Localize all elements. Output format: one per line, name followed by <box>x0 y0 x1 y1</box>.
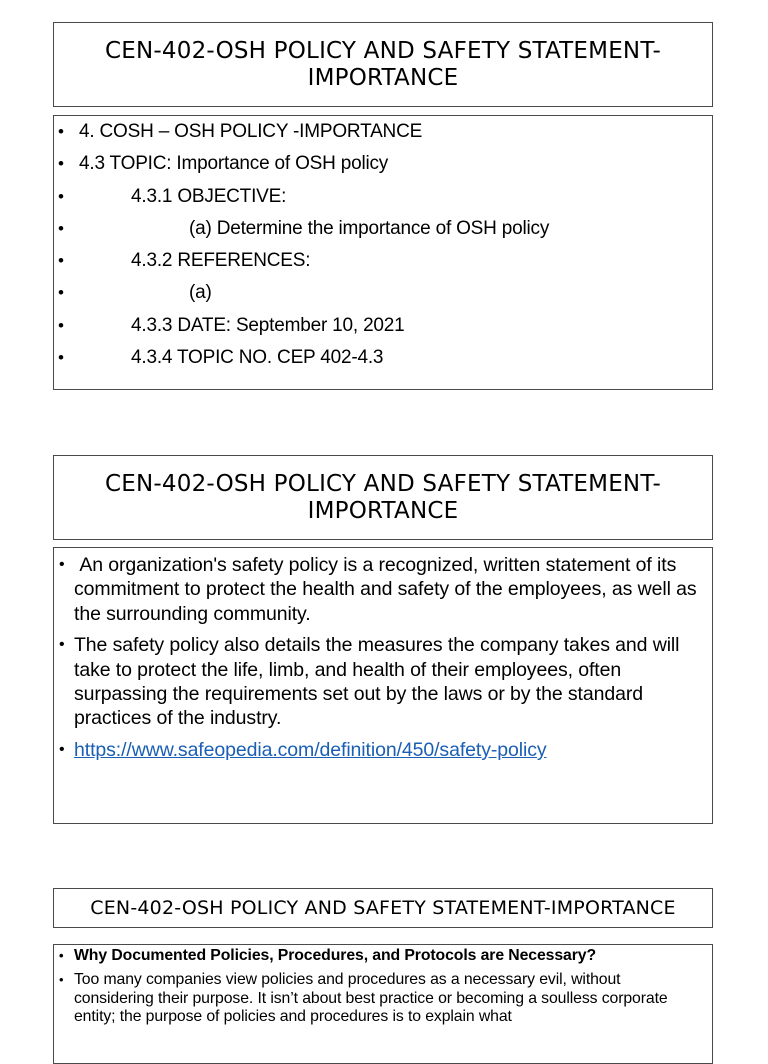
safety-policy-link[interactable]: https://www.safeopedia.com/definition/450/safety-policy <box>74 739 547 762</box>
list-item: • The safety policy also details the measures the company takes and will take to protect the life, limb, and health of their employees, often surpassing the requirements set out by the laws or by the standard practices of the industry. <box>59 634 680 730</box>
slide-3-title <box>53 888 713 928</box>
slide-2-title-text: CEN-402-OSH POLICY AND SAFETY STATEMENT- IMPORTANCE <box>105 470 661 524</box>
slide-3-title-text: CEN-402-OSH POLICY AND SAFETY STATEMENT-IMPORTANCE <box>90 897 676 919</box>
bullet-icon: • <box>59 972 64 988</box>
list-item: • 4.3.2 REFERENCES: <box>58 250 311 272</box>
list-item: • 4.3.1 OBJECTIVE: <box>58 185 287 207</box>
slide-1-title <box>53 22 713 107</box>
slide-1-body <box>53 115 713 390</box>
slide-2-title <box>53 455 713 540</box>
list-item: • (a) <box>58 282 212 304</box>
bullet-icon: • <box>58 251 64 271</box>
slide-3-body <box>53 944 713 1064</box>
bullet-icon: • <box>58 218 64 238</box>
bullet-icon: • <box>58 348 64 368</box>
bullet-icon: • <box>59 948 64 963</box>
bullet-icon: • <box>58 154 64 174</box>
bullet-icon: • <box>58 283 64 303</box>
slide-1-bullet-list <box>54 120 712 378</box>
list-item: • An organization's safety policy is a recognized, written statement of its commitment to protect the health and safety of the employees, as well as the surrounding community. <box>59 554 702 625</box>
bullet-icon: • <box>59 741 65 759</box>
bullet-icon: • <box>58 186 64 206</box>
slide-3-bullet-list <box>59 947 700 1026</box>
bullet-icon: • <box>59 636 65 654</box>
list-item: • 4.3 TOPIC: Importance of OSH policy <box>58 153 389 175</box>
list-item: • Too many companies view policies and procedures as a necessary evil, without considering their purpose. It isn’t about best practice or becoming a soulless corporate entity; the purpose of policies and procedures is to explain what <box>59 971 668 1025</box>
slide-2-body <box>53 547 713 824</box>
list-item: • 4.3.4 TOPIC NO. CEP 402-4.3 <box>58 347 384 369</box>
list-item: • 4.3.3 DATE: September 10, 2021 <box>58 314 405 336</box>
list-item <box>59 738 704 762</box>
list-item: • Why Documented Policies, Procedures, and Protocols are Necessary? <box>59 947 597 964</box>
list-item: • (a) Determine the importance of OSH policy <box>58 217 550 239</box>
list-item: • 4. COSH – OSH POLICY -IMPORTANCE <box>58 121 423 142</box>
bullet-icon: • <box>58 122 64 141</box>
bullet-icon: • <box>58 315 64 335</box>
bullet-icon: • <box>59 556 65 573</box>
slide-1-title-text: CEN-402-OSH POLICY AND SAFETY STATEMENT- IMPORTANCE <box>105 37 661 91</box>
slide-2-bullet-list <box>59 553 704 762</box>
